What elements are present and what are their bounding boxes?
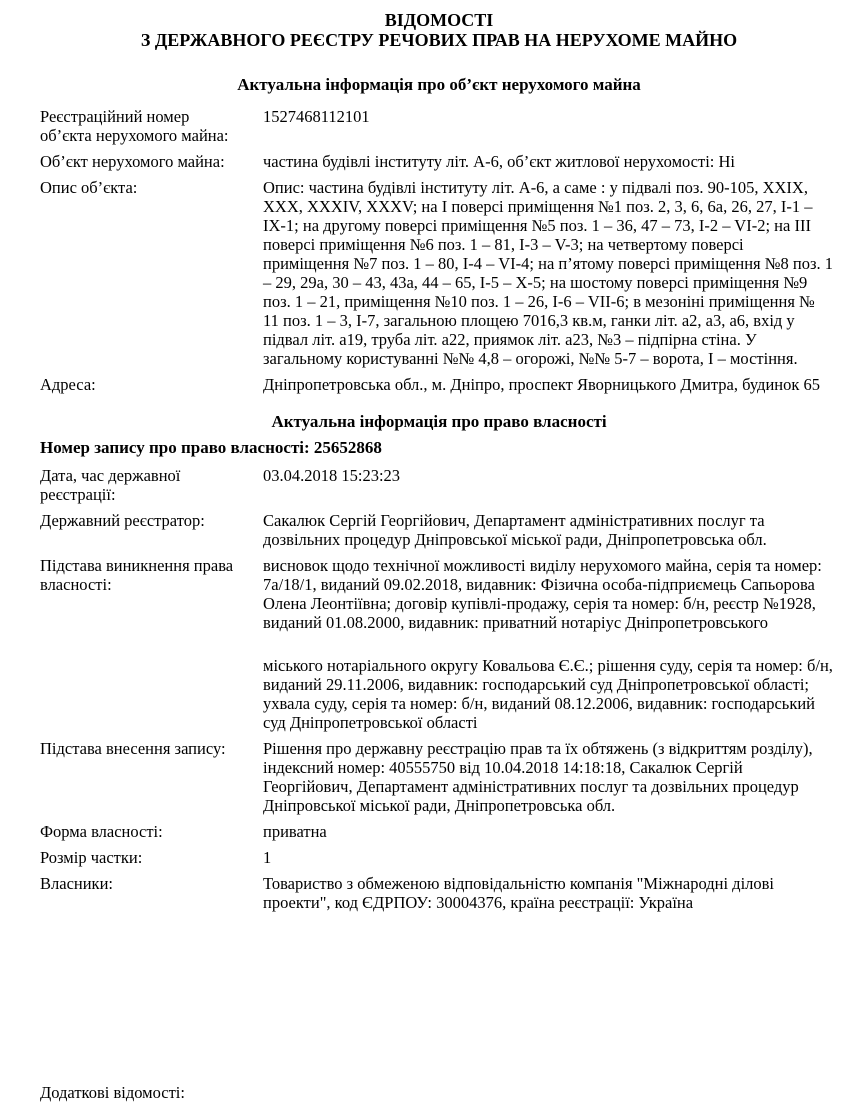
field-label: Підстава внесення запису: bbox=[40, 739, 226, 758]
section-header-ownership-info: Актуальна інформація про право власності bbox=[271, 412, 607, 431]
field-value bbox=[263, 556, 833, 732]
document-title-line-1: ВІДОМОСТІ bbox=[384, 10, 494, 30]
field-row-ownership-basis bbox=[40, 556, 838, 732]
field-row-registration-number bbox=[40, 107, 838, 145]
field-value: Дніпропетровська обл., м. Дніпро, проспект Яворницького Дмитра, будинок 65 bbox=[263, 375, 821, 394]
field-value: частина будівлі інституту літ. А-6, об’єкт житлової нерухомості: Ні bbox=[263, 152, 736, 171]
field-row-record-entry-basis bbox=[40, 739, 838, 815]
field-label: Підстава виникнення права власності: bbox=[40, 556, 234, 594]
ownership-basis-paragraph-1: висновок щодо технічної можливості виділу нерухомого майна, серія та номер: 7а/18/1, виданий 09.02.2018, видавник: Фізична особа-підприємець Сапьорова Олена Леонтіївна; договір купівлі-продажу, серія та номер: б/н, реєстр №1928, виданий 01.08.2000, видавник: приватний нотаріус Дніпропетровського bbox=[263, 556, 822, 632]
field-label: Державний реєстратор: bbox=[40, 511, 205, 530]
field-label: Форма власності: bbox=[40, 822, 163, 841]
field-row-object-description bbox=[40, 178, 838, 368]
ownership-record-number-line: Номер запису про право власності: 25652868 bbox=[40, 438, 382, 457]
field-row-registration-datetime bbox=[40, 466, 838, 504]
field-value: Сакалюк Сергій Георгійович, Департамент адміністративних послуг та дозвільних процедур Дніпровської міської ради, Дніпропетровська обл. bbox=[263, 511, 767, 549]
document-title bbox=[40, 10, 838, 50]
field-label: Адреса: bbox=[40, 375, 96, 394]
field-row-property-object bbox=[40, 152, 838, 171]
field-value: Товариство з обмеженою відповідальністю компанія "Міжнародні ділові проекти", код ЄДРПОУ: 30004376, країна реєстрації: Україна bbox=[263, 874, 775, 912]
field-value: 03.04.2018 15:23:23 bbox=[263, 466, 401, 485]
field-label: Реєстраційний номер об’єкта нерухомого майна: bbox=[40, 107, 229, 145]
field-value: приватна bbox=[263, 822, 327, 841]
field-value: Рішення про державну реєстрацію прав та їх обтяжень (з відкриттям розділу), індексний номер: 40555750 від 10.04.2018 14:18:18, Сакалюк Сергій Георгійович, Департамент адміністративних послуг та дозвільних процедур Дніпровської міської ради, Дніпропетровська обл. bbox=[263, 739, 813, 815]
field-value: 1 bbox=[263, 848, 272, 867]
field-label: Опис об’єкта: bbox=[40, 178, 138, 197]
ownership-basis-paragraph-2: міського нотаріального округу Ковальова Є.Є.; рішення суду, серія та номер: б/н, виданий 29.11.2006, видавник: господарський суд Дніпропетровської області; ухвала суду, серія та номер: б/н, виданий 08.12.2006, видавник: господарський суд Дніпропетровської області bbox=[263, 656, 833, 732]
field-value: 1527468112101 bbox=[263, 107, 370, 126]
field-label: Об’єкт нерухомого майна: bbox=[40, 152, 225, 171]
field-value: Опис: частина будівлі інституту літ. А-6, а саме : у підвалі поз. 90-105, XXIX, XXX, XXXIV, XXXV; на I поверсі приміщення №1 поз. 2, 3, 6, 6а, 26, 27, I-1 – IX-1; на другому поверсі приміщення №5 поз. 1 – 36, 47 – 73, I-2 – VI-2; на III поверсі приміщення №6 поз. 1 – 81, I-3 – V-3; на четвертому поверсі приміщення №7 поз. 1 – 80, I-4 – VI-4; на п’ятому поверсі приміщення №8 поз. 1 – 29, 29а, 30 – 43, 43а, 44 – 65, I-5 – X-5; на шостому поверсі приміщення №9 поз. 1 – 21, приміщення №10 поз. 1 – 26, I-6 – VII-6; в мезоніні приміщення № 11 поз. 1 – 3, I-7, загальною площею 7016,3 кв.м, ганки літ. а2, а3, а6, вхід у підвал літ. а19, труба літ. а22, приямок літ. а23, №3 – підпірна стіна. У загальному користуванні №№ 4,8 – огорожі, №№ 5-7 – ворота, I – мостіння. bbox=[263, 178, 833, 368]
field-row-address bbox=[40, 375, 838, 394]
field-row-ownership-form bbox=[40, 822, 838, 841]
document-title-line-2: З ДЕРЖАВНОГО РЕЄСТРУ РЕЧОВИХ ПРАВ НА НЕРУХОМЕ МАЙНО bbox=[140, 30, 738, 50]
section-header-object-info: Актуальна інформація про об’єкт нерухомого майна bbox=[237, 75, 641, 94]
field-label: Розмір частки: bbox=[40, 848, 143, 867]
field-row-share-size bbox=[40, 848, 838, 867]
field-row-additional-info-truncated: Додаткові відомості: bbox=[40, 1083, 185, 1102]
field-label: Власники: bbox=[40, 874, 113, 893]
field-row-state-registrar bbox=[40, 511, 838, 549]
field-row-owners bbox=[40, 874, 838, 912]
field-label: Дата, час державної реєстрації: bbox=[40, 466, 181, 504]
